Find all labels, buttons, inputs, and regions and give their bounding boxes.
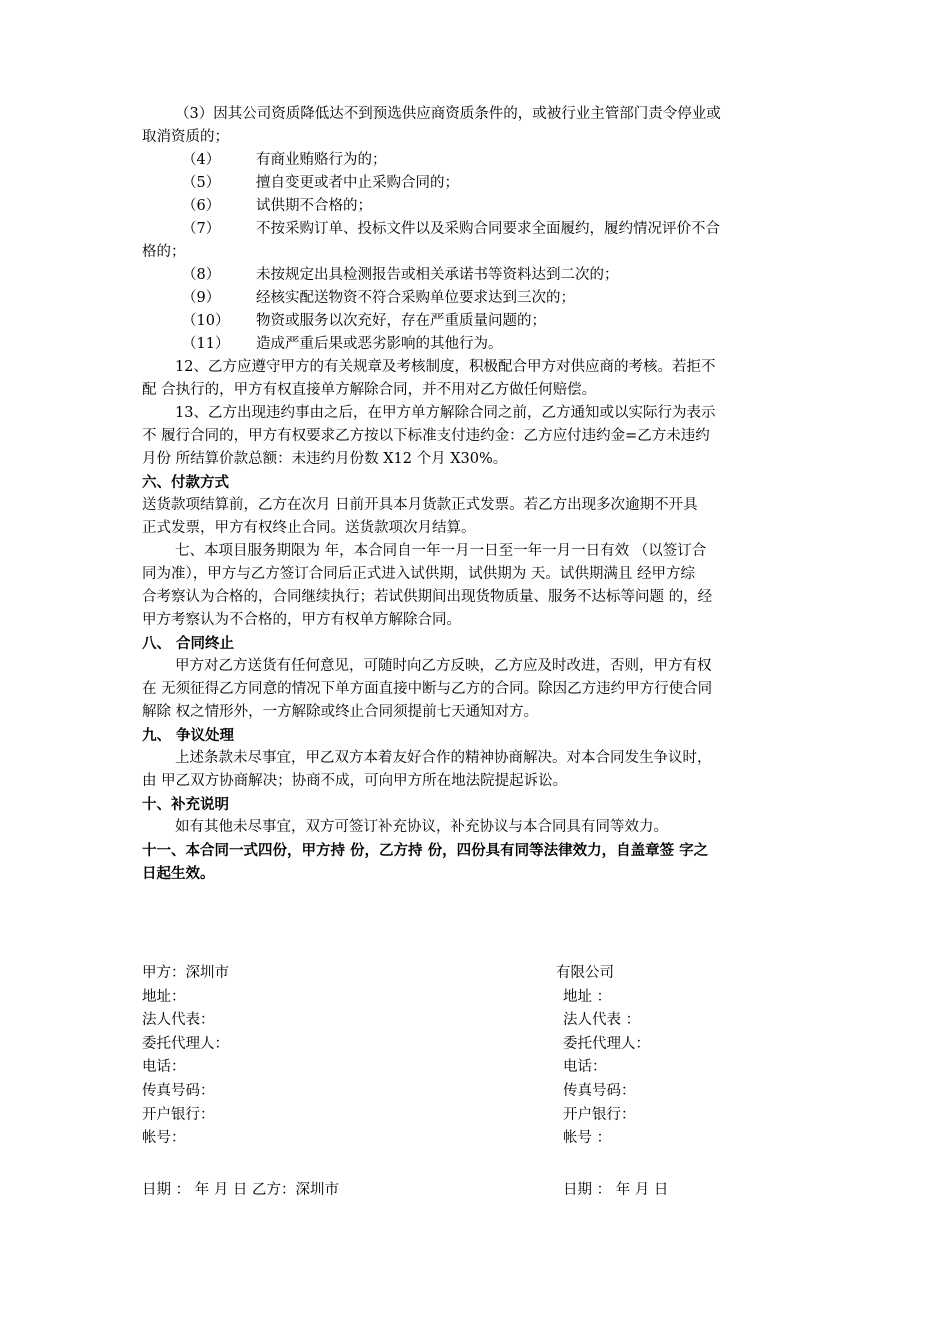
item-number: （10） (182, 313, 230, 329)
sig-row-legal-rep (142, 1009, 818, 1033)
paragraph-line: 甲方对乙方送货有任何意见，可随时向乙方反映，乙方应及时改进，否则，甲方有权 (175, 658, 712, 674)
party-b-legal-rep: 法人代表 ： (563, 1012, 641, 1029)
item-text: 未按规定出具检测报告或相关承诺书等资料达到二次的； (256, 267, 619, 283)
list-item (142, 333, 818, 356)
paragraph-line: 如有其他未尽事宜，双方可签订补充协议，补充协议与本合同具有同等效力。 (175, 819, 668, 835)
clause-13: 13、乙方出现违约事由之后，在甲方单方解除合同之前，乙方通知或以实际行为表示 (175, 405, 716, 421)
party-a-account: 帐号： (142, 1130, 186, 1147)
paragraph-line: 七、本项目服务期限为 年，本合同自一年一月一日至一年一月一日有效 （以签订合 (175, 543, 707, 559)
party-a-phone: 电话： (142, 1059, 186, 1076)
section-heading: 六、付款方式 (142, 474, 229, 491)
item-number: （4） (182, 152, 221, 168)
section-heading: 八、 合同终止 (142, 635, 235, 652)
list-item (142, 310, 818, 333)
list-item (142, 218, 818, 241)
item-text: 经核实配送物资不符合采购单位要求达到三次的； (256, 290, 575, 306)
paragraph-line: 同为准），甲方与乙方签订合同后正式进入试供期，试供期为 天。试供期满且 经甲方综 (142, 566, 695, 582)
item-text: 有商业贿赂行为的； (256, 152, 387, 168)
list-item (142, 195, 818, 218)
item-text: 不按采购订单、投标文件以及采购合同要求全面履约，履约情况评价不合 (256, 221, 720, 237)
sig-row-fax (142, 1080, 818, 1104)
paragraph-line: 合考察认为合格的，合同继续执行；若试供期间出现货物质量、服务不达标等问题 的，经 (142, 589, 713, 605)
paragraph-line: 送货款项结算前，乙方在次月 日前开具本月货款正式发票。若乙方出现多次逾期不开具 (142, 497, 698, 513)
party-b-fax: 传真号码： (563, 1082, 636, 1099)
party-b-bank: 开户银行： (563, 1106, 636, 1123)
sig-row-party (142, 962, 818, 986)
sig-row-date (142, 1178, 818, 1202)
party-a-bank: 开户银行： (142, 1106, 215, 1123)
party-b-phone: 电话： (563, 1059, 607, 1076)
party-a-legal-rep: 法人代表： (142, 1012, 215, 1029)
sig-row-bank (142, 1104, 818, 1128)
list-item (142, 287, 818, 310)
item-text: 试供期不合格的； (256, 198, 372, 214)
paragraph-line: 上述条款未尽事宜，甲乙双方本着友好合作的精神协商解决。对本合同发生争议时， (175, 750, 712, 766)
party-b-agent: 委托代理人： (563, 1035, 650, 1052)
party-a-date: 日期 ： 年 月 日 乙方：深圳市 (142, 1182, 340, 1198)
party-b-address: 地址 ： (563, 988, 612, 1005)
party-a-agent: 委托代理人： (142, 1035, 229, 1052)
clause-item-3: （3）因其公司资质降低达不到预选供应商资质条件的，或被行业主管部门责令停业或 (175, 106, 721, 122)
item-text: 造成严重后果或恶劣影响的其他行为。 (256, 336, 503, 352)
clause-13-cont: 不 履行合同的，甲方有权要求乙方按以下标准支付违约金：乙方应付违约金=乙方未违约 (142, 428, 710, 444)
paragraph-line: 由 甲乙双方协商解决；协商不成，可向甲方所在地法院提起诉讼。 (142, 773, 568, 789)
contract-body (142, 103, 818, 885)
sig-row-account (142, 1127, 818, 1151)
party-b-account: 帐号 ： (563, 1130, 612, 1147)
section-heading: 九、 争议处理 (142, 727, 235, 744)
item-text: 物资或服务以次充好，存在严重质量问题的； (256, 313, 546, 329)
sig-row-phone (142, 1056, 818, 1080)
item-number: （6） (182, 198, 221, 214)
section-heading-cont: 日起生效。 (142, 865, 215, 882)
list-item (142, 149, 818, 172)
item-number: （9） (182, 290, 221, 306)
paragraph-line: 解除 权之情形外，一方解除或终止合同须提前七天通知对方。 (142, 704, 539, 720)
item-number: （8） (182, 267, 221, 283)
party-a-label: 甲方：深圳市 (142, 965, 229, 981)
party-b-company: 有限公司 (556, 965, 614, 981)
clause-item-3-cont: 取消资质的； (142, 129, 229, 145)
item-number: （5） (182, 175, 221, 191)
item-number: （7） (182, 221, 221, 237)
section-heading: 十一、本合同一式四份，甲方持 份，乙方持 份，四份具有同等法律效力，自盖章签 字之 (142, 842, 709, 859)
paragraph-line: 正式发票，甲方有权终止合同。送货款项次月结算。 (142, 520, 476, 536)
item-text: 擅自变更或者中止采购合同的； (256, 175, 459, 191)
party-a-address: 地址： (142, 988, 186, 1005)
sig-row-agent (142, 1033, 818, 1057)
signature-block (142, 962, 818, 1151)
list-item (142, 172, 818, 195)
section-heading: 十、补充说明 (142, 796, 229, 813)
clause-12-cont: 配 合执行的，甲方有权直接单方解除合同，并不用对乙方做任何赔偿。 (142, 382, 597, 398)
item-number: （11） (182, 336, 230, 352)
paragraph-line: 在 无须征得乙方同意的情况下单方面直接中断与乙方的合同。除因乙方违约甲方行使合同 (142, 681, 713, 697)
paragraph-line: 甲方考察认为不合格的，甲方有权单方解除合同。 (142, 612, 461, 628)
clause-13-cont: 月份 所结算价款总额：未违约月份数 X12 个月 X30%。 (142, 451, 508, 467)
item-text-cont: 格的； (142, 244, 186, 260)
party-a-fax: 传真号码： (142, 1082, 215, 1099)
party-b-date: 日期 ： 年 月 日 (563, 1182, 669, 1198)
sig-row-address (142, 986, 818, 1010)
clause-12: 12、乙方应遵守甲方的有关规章及考核制度，积极配合甲方对供应商的考核。若拒不 (175, 359, 716, 375)
list-item (142, 264, 818, 287)
